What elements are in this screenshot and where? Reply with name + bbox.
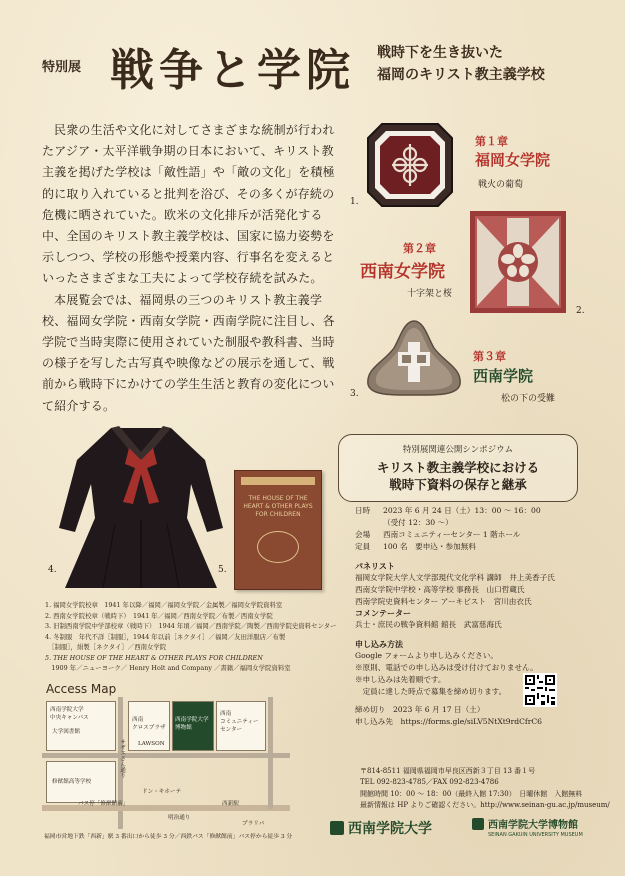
apply-line: ※申し込みは先着順です。 xyxy=(355,675,446,684)
chapter-2-subtitle: 十字架と桜 xyxy=(407,289,453,299)
fukuoka-jogakuin-badge-image xyxy=(366,122,454,208)
subtitle-line-1: 戦時下を生き抜いた xyxy=(377,45,503,61)
page-title: 戦争と学院 xyxy=(110,45,355,96)
apply-line: ※原則、電話での申し込みは受け付けておりません。 xyxy=(355,663,538,672)
exhibition-label: 特別展 xyxy=(42,60,82,75)
symposium-heading: 特別展関連公開シンポジウム xyxy=(402,445,514,455)
map-label-sazaesan: サザエさん通り xyxy=(119,739,125,779)
map-label-bus-stop: バス停「修猷館前」 xyxy=(78,801,129,807)
item-number-3: 3. xyxy=(350,389,359,399)
chapter-3-subtitle: 松の下の受難 xyxy=(501,394,556,404)
map-label-cross-plaza: 西南 クロスプラザ xyxy=(132,717,166,731)
reception-row xyxy=(355,517,595,529)
panelists-label: パネリスト xyxy=(355,561,395,571)
map-label-shudokan: 修猷館高等学校 xyxy=(52,779,92,785)
map-label-nishijin-station: 西新駅 xyxy=(222,801,239,807)
intro-paragraph-1: 民衆の生活や文化に対してさまざまな統制が行われたアジア・太平洋戦争期の日本において、キリスト教主義を掲げた学校は「敵性語」や「敵の文化」を積極的に取り入れていると批判を浴び、その多くが存続の危機に晒されていた。欧米の文化排斥が活発化する中、全国のキリスト教主義学校は、国家に協力姿勢を示しつつ、学校の形態や授業内容、行事名を変えるといったさまざまな工夫によって学校存続を試みた。 xyxy=(42,123,335,286)
commentator-label: コメンテーター xyxy=(355,608,411,618)
credit-line: 4. 冬制服 年代不詳［制服］，1944 年以前［ネクタイ］／福岡／友田洋服店／布製 xyxy=(45,632,286,641)
museum-name-jp: 西南学院大学博物館 xyxy=(488,820,578,831)
access-footnote: 福岡市営地下鉄「西新」駅 3 番出口から徒歩 3 分／西鉄バス「修猷館前」バス停から徒歩 3 分 xyxy=(44,834,293,840)
book-image xyxy=(234,470,322,590)
item-number-1: 1. xyxy=(350,197,359,207)
date-label: 日時 xyxy=(355,506,371,515)
book-cover-text: THE HOUSE OF THE HEART & OTHER PLAYS FOR CHILDREN xyxy=(243,495,313,518)
symposium-title-2: 戦時下資料の保存と継承 xyxy=(389,477,527,492)
credit-line: 3. 旧制西南学院中学部校章（戦時下） 1944 年頃／福岡／西南学院／陶製／西南学院史資料センター xyxy=(45,622,337,630)
credit-line: 1. 福岡女学院校章 1941 年以降／福岡／福岡女学院／金属製／福岡女学院資料室 xyxy=(45,601,283,609)
map-label-campus: 西南学院大学 中央キャンパス xyxy=(50,707,89,721)
phone-line: TEL 092-823-4785／FAX 092-823-4786 xyxy=(360,778,499,787)
credit-line: ［制服］，絹製［ネクタイ］／西南女学院 xyxy=(45,643,167,651)
page-subtitle xyxy=(377,42,545,86)
credit-line: 1909 年／ニューヨーク／ Henry Holt and Company ／書籍／福岡女学院資料室 xyxy=(45,664,291,672)
capacity-row xyxy=(355,541,595,553)
chapter-2-number: 第２章 xyxy=(403,242,436,255)
venue-value: 西南コミュニティーセンター 1 階ホール xyxy=(383,530,521,539)
map-label-don-kihote: ドン・キホーテ xyxy=(142,789,182,795)
map-label-lawson: LAWSON xyxy=(138,741,165,747)
subtitle-line-2: 福岡のキリスト教主義学校 xyxy=(377,67,545,83)
symposium-box xyxy=(338,434,578,502)
seinan-gakuin-badge-image xyxy=(364,318,464,398)
hours-line: 開館時間 10：00 ～ 18：00（最終入館 17:30） 日曜休館 入館無料 xyxy=(360,789,583,798)
qr-code-icon[interactable] xyxy=(523,673,557,707)
venue-row xyxy=(355,529,595,541)
credit-line: 2. 西南女学院校章（戦時下） 1941 年／福岡／西南女学院／布製／西南女学院 xyxy=(45,611,273,620)
date-row xyxy=(355,505,595,517)
venue-label: 会場 xyxy=(355,530,371,539)
seinan-jogakuin-badge-image xyxy=(469,210,567,314)
book-ornament xyxy=(257,531,299,563)
symposium-title-1: キリスト教主義学校における xyxy=(376,460,540,475)
symposium-details xyxy=(355,505,595,728)
credit-line: 5. THE HOUSE OF THE HEART & OTHER PLAYS FOR CHILDREN xyxy=(45,653,263,662)
map-label-library: 大学図書館 xyxy=(52,729,80,735)
panelist-item: 西南学院史資料センター アーキビスト 宮川由衣氏 xyxy=(355,597,532,606)
capacity-value: 100 名 要申込・参加無料 xyxy=(383,542,476,551)
museum-name-en: SEINAN GAKUIN UNIVERSITY MUSEUM xyxy=(488,832,583,838)
capacity-label: 定員 xyxy=(355,542,371,551)
map-label-museum: 西南学院大学 博物館 xyxy=(175,717,209,731)
university-logo xyxy=(330,818,432,838)
panelist-item: 福岡女学院大学人文学部現代文化学科 講師 井上美香子氏 xyxy=(355,573,555,582)
chapter-1-subtitle: 戦火の葡萄 xyxy=(478,180,524,190)
chapter-3-number: 第３章 xyxy=(473,350,506,363)
museum-logo xyxy=(472,816,583,838)
item-number-4: 4. xyxy=(48,565,57,575)
access-map xyxy=(42,697,290,829)
website-line: 最新情報は HP よりご確認ください。http://www.seinan-gu.ac.jp/museum/ xyxy=(360,800,610,809)
chapter-2-name: 西南女学院 xyxy=(360,262,445,282)
deadline: 締め切り 2023 年 6 月 17 日（土） xyxy=(355,705,485,714)
application-link[interactable]: 申し込み先 https://forms.gle/siLV5NtXt9rdCfrC6 xyxy=(355,717,543,726)
university-name: 西南学院大学 xyxy=(348,821,432,837)
book-title-band xyxy=(241,477,315,485)
date-value: 2023 年 6 月 24 日（土）13：00 ～ 16：00 xyxy=(383,506,541,515)
item-number-5: 5. xyxy=(218,565,227,575)
chapter-1-number: 第１章 xyxy=(475,135,508,148)
chapter-3-name: 西南学院 xyxy=(473,367,534,385)
item-credits xyxy=(45,600,345,674)
item-number-2: 2. xyxy=(576,306,585,316)
apply-line: Google フォームより申し込みください。 xyxy=(355,651,498,660)
chapter-1-name: 福岡女学院 xyxy=(475,151,551,169)
address-line: 〒814-8511 福岡県福岡市早良区西新３丁目 13 番１号 xyxy=(360,767,536,775)
sailor-uniform-image xyxy=(55,424,227,590)
intro-text xyxy=(42,120,337,417)
panelist-item: 西南女学院中学校・高等学校 事務長 山口哲蔵氏 xyxy=(355,585,525,594)
access-map-heading: Access Map xyxy=(46,682,117,696)
intro-paragraph-2: 本展覧会では、福岡県の三つのキリスト教主義学校、福岡女学院・西南女学院・西南学院に注目し、各学院で当時実際に使用されていた制服や教科書、当時の様子を写した古写真や映像などの展示を通して、戦前から戦時下にかけての学生生活と教育の変化について紹介する。 xyxy=(42,292,335,413)
commentator-item: 兵士・庶民の戦争資料館 館長 武富慈海氏 xyxy=(355,620,502,629)
map-label-meiji-dori: 明治通り xyxy=(168,815,191,821)
university-emblem-icon xyxy=(330,821,344,835)
museum-emblem-icon xyxy=(472,818,484,830)
map-label-plaria: プラリバ xyxy=(242,821,265,827)
map-label-community: 西南 コミュニティー センター xyxy=(220,711,259,733)
apply-label: 申し込み方法 xyxy=(355,639,403,649)
reception-value: （受付 12：30 ～） xyxy=(383,518,453,527)
contact-info xyxy=(360,766,620,811)
apply-line: 定員に達した時点で募集を締め切ります。 xyxy=(355,687,507,696)
